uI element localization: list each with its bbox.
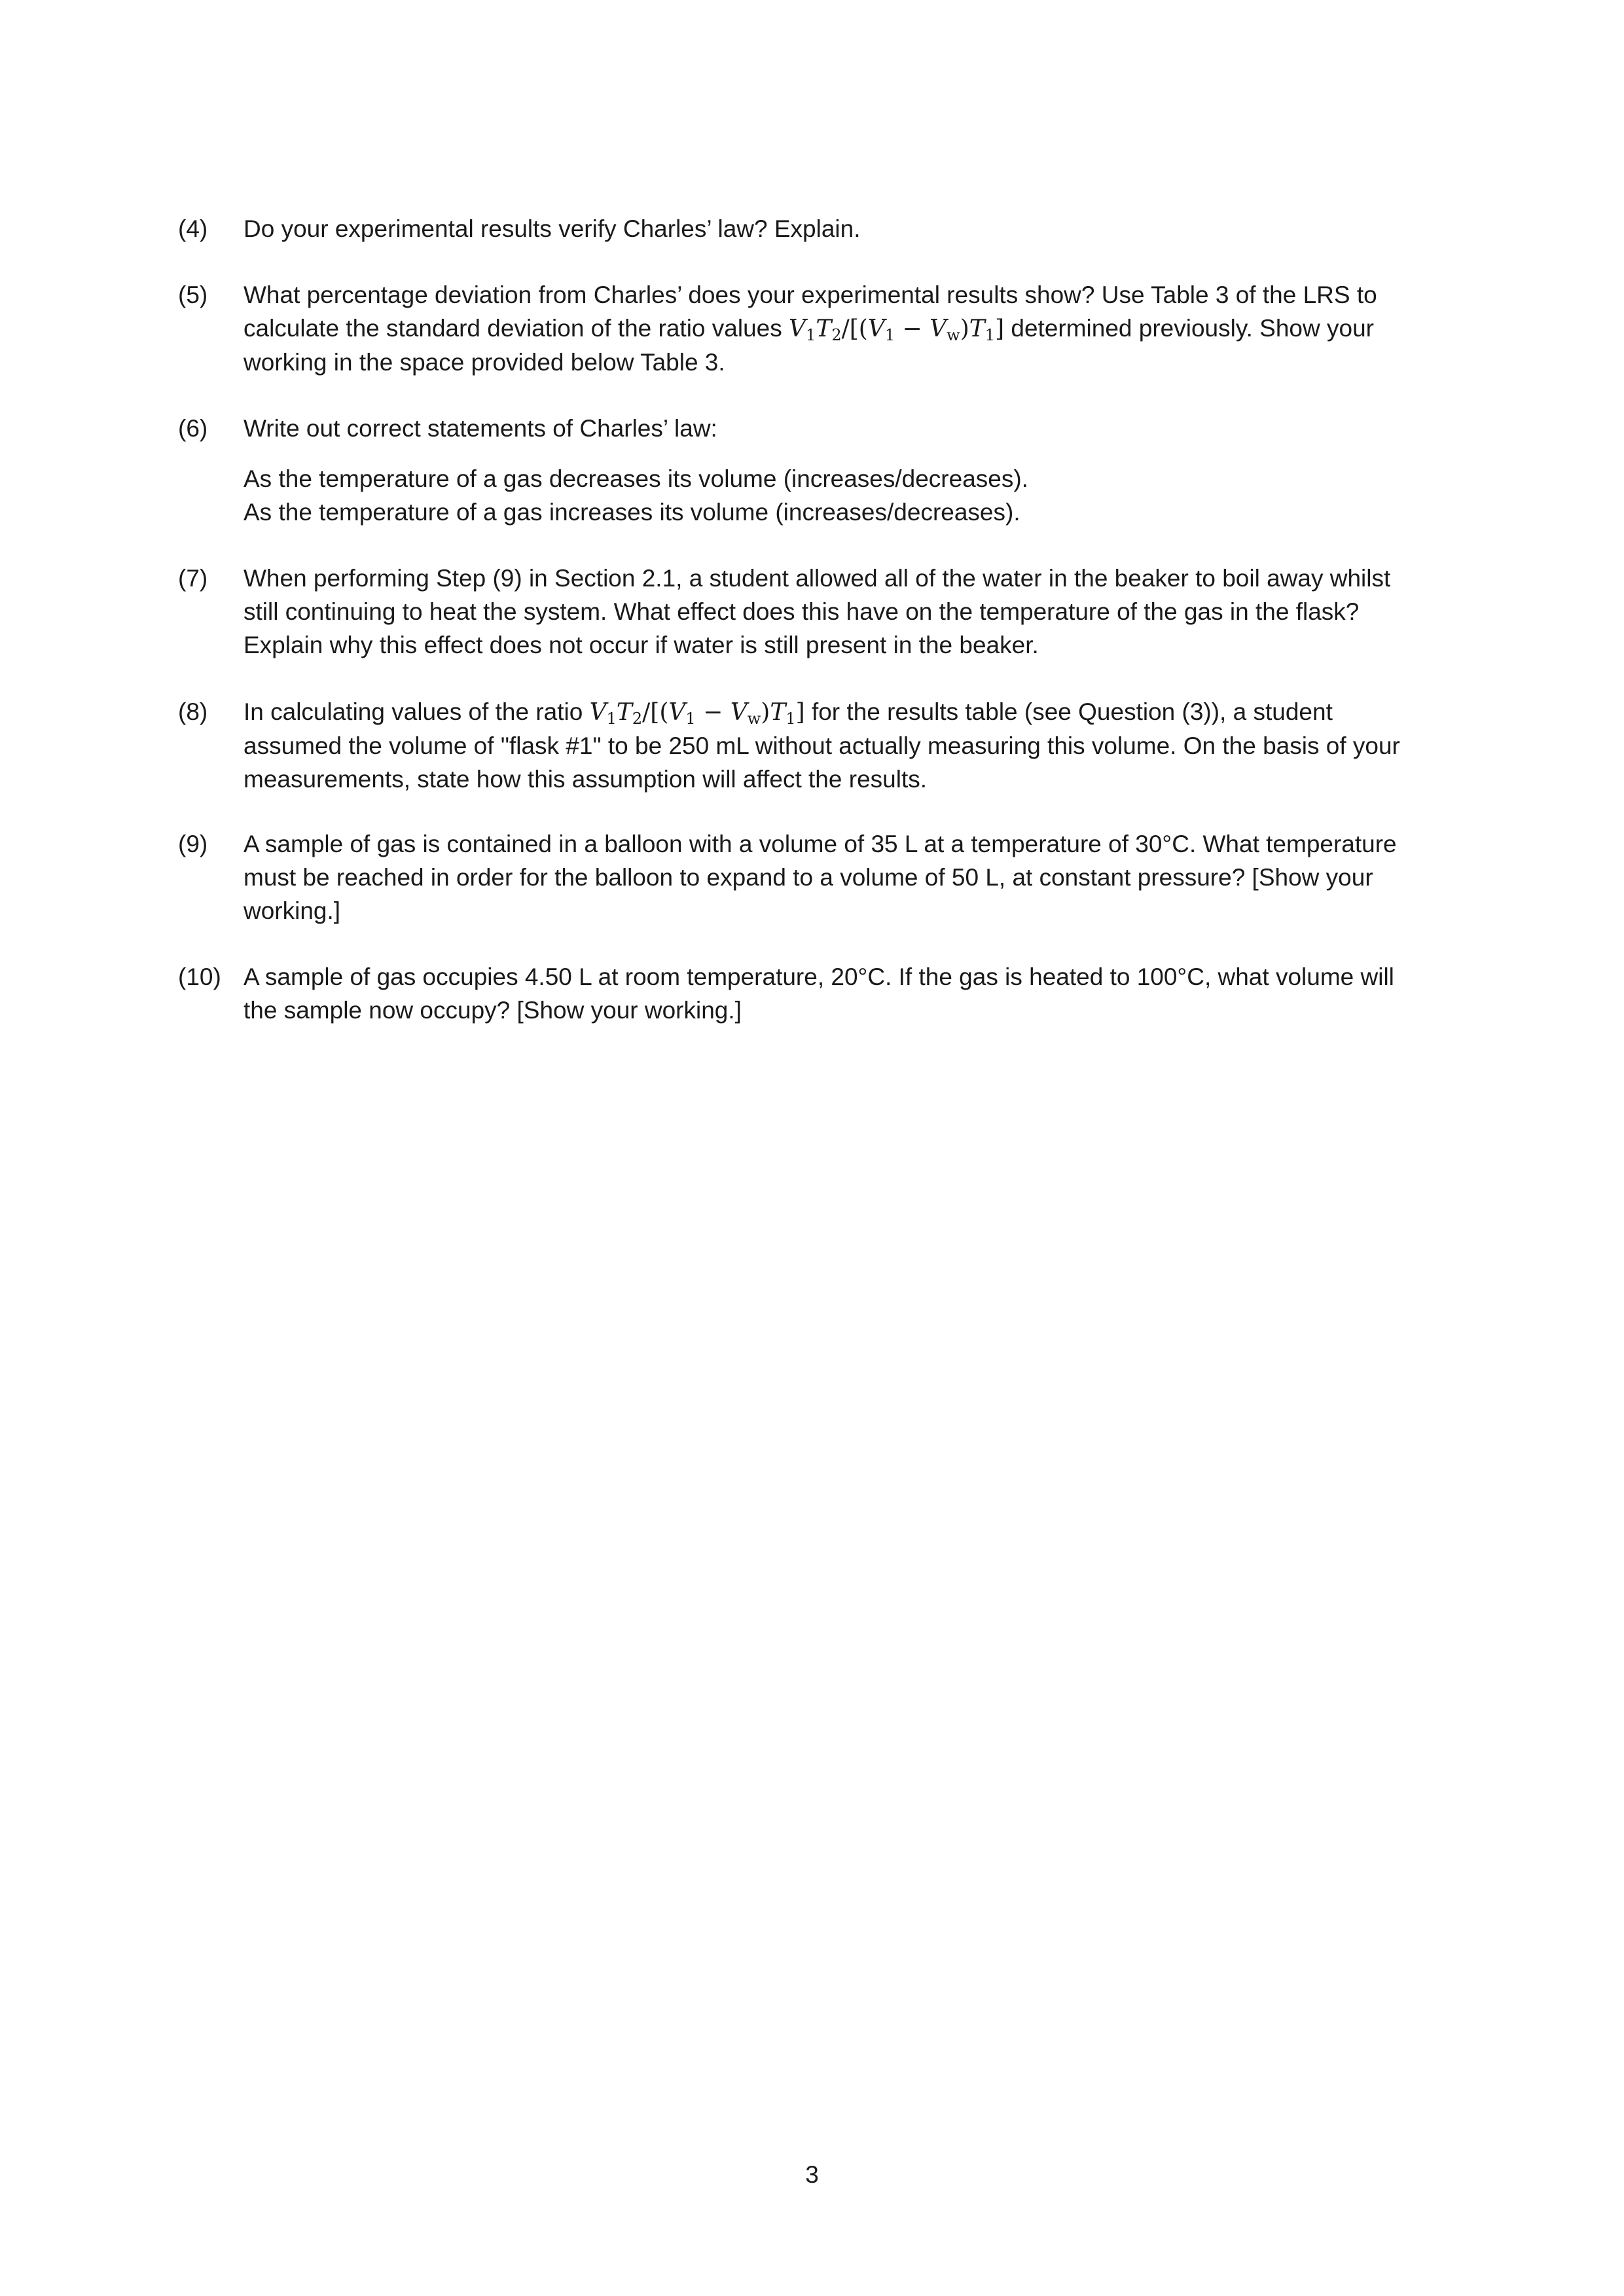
- question-text: A sample of gas occupies 4.50 L at room temperature, 20°C. If the gas is heated to 100°C, what volume will the sample now occupy? [Show your working.]: [244, 963, 1394, 1024]
- question-text: Write out correct statements of Charles’ law:: [244, 415, 717, 442]
- question-8: [178, 695, 1428, 796]
- question-6: [178, 412, 1428, 529]
- question-4: [178, 212, 1428, 245]
- question-10: [178, 960, 1428, 1027]
- question-text: When performing Step (9) in Section 2.1, a student allowed all of the water in the beaker to boil away whilst still continuing to heat the system. What effect does this have on the temperature of the gas in the flask? Explain why this effect does not occur if water is still present in the beaker.: [244, 565, 1391, 658]
- question-number: (6): [178, 415, 208, 442]
- question-number: (9): [178, 831, 208, 857]
- question-text: [244, 278, 1428, 379]
- statement-list: [244, 462, 1428, 529]
- question-number: (8): [178, 698, 208, 725]
- question-number: (4): [178, 215, 208, 242]
- page-number: 3: [805, 2161, 819, 2188]
- question-text: Do your experimental results verify Charles’ law? Explain.: [244, 215, 861, 242]
- question-text-part: In calculating values of the ratio: [244, 698, 590, 725]
- ratio-formula: $V_1T_2/[(V_1 - V_w)T_1]$: [789, 315, 1005, 344]
- question-text-part: determined previously. Show your working in the space provided below Table 3.: [244, 315, 1374, 376]
- question-text-part: What percentage deviation from Charles’ does your experimental results show? Use Table 3 of the LRS to calculate the standard deviation of the ratio values: [244, 281, 1377, 342]
- statement-item: As the temperature of a gas increases its volume (increases/decreases).: [244, 499, 1020, 526]
- question-number: (10): [178, 963, 221, 990]
- question-text: A sample of gas is contained in a balloon with a volume of 35 L at a temperature of 30°C. What temperature must be reached in order for the balloon to expand to a volume of 50 L, at constant pressure? [Show your working.]: [244, 831, 1397, 924]
- ratio-formula: $V_1T_2/[(V_1 - V_w)T_1]$: [589, 699, 805, 728]
- question-number: (5): [178, 281, 208, 308]
- question-9: [178, 827, 1428, 927]
- question-number: (7): [178, 565, 208, 592]
- question-7: [178, 562, 1428, 662]
- question-text-part: for the results table (see Question (3)), a student assumed the volume of "flask #1" to be 250 mL without actually measuring this volume. On the basis of your measurements, state how this assumption will affect the results.: [244, 698, 1400, 793]
- statement-item: As the temperature of a gas decreases its volume (increases/decreases).: [244, 465, 1028, 492]
- question-5: [178, 278, 1428, 379]
- question-text: [244, 695, 1428, 796]
